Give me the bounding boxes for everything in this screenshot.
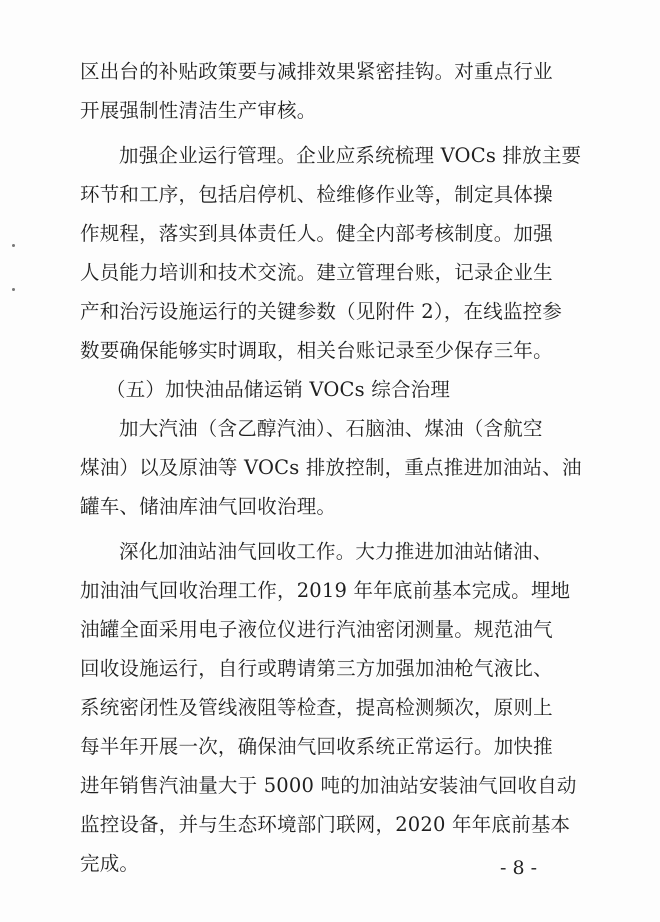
body-text-line: 回收设施运行，自行或聘请第三方加强加油枪气液比、 [80, 657, 553, 680]
section-heading: （五）加快油品储运销 VOCs 综合治理 [106, 378, 451, 401]
body-text-line: 每半年开展一次，确保油气回收系统正常运行。加快推 [80, 735, 553, 758]
body-text-line: 区出台的补贴政策要与减排效果紧密挂钩。对重点行业 [80, 60, 553, 83]
body-text-line: 加强企业运行管理。企业应系统梳理 VOCs 排放主要 [119, 144, 582, 167]
body-text-line: 人员能力培训和技术交流。建立管理台账，记录企业生 [80, 261, 553, 284]
body-text-line: 监控设备，并与生态环境部门联网，2020 年年底前基本 [80, 813, 571, 836]
body-text-line: 油罐全面采用电子液位仪进行汽油密闭测量。规范油气 [80, 618, 553, 641]
page-number: - 8 - [500, 857, 538, 879]
body-text-line: 完成。 [80, 852, 140, 875]
margin-dot [12, 288, 15, 291]
margin-dot [12, 244, 15, 247]
body-text-line: 进年销售汽油量大于 5000 吨的加油站安装油气回收自动 [80, 774, 577, 797]
body-text-line: 加大汽油（含乙醇汽油）、石脑油、煤油（含航空 [119, 417, 543, 440]
document-body [80, 52, 585, 883]
body-text-line: 深化加油站油气回收工作。大力推进加油站储油、 [119, 540, 553, 563]
body-text-line: 煤油）以及原油等 VOCs 排放控制，重点推进加油站、油 [80, 456, 582, 479]
body-text-line: 环节和工序，包括启停机、检维修作业等，制定具体操 [80, 183, 553, 206]
body-text-line: 加油油气回收治理工作，2019 年年底前基本完成。埋地 [80, 579, 571, 602]
body-text-line: 产和治污设施运行的关键参数（见附件 2），在线监控参 [80, 300, 563, 323]
body-text-line: 罐车、储油库油气回收治理。 [80, 495, 337, 518]
body-text-line: 系统密闭性及管线液阻等检查，提高检测频次，原则上 [80, 696, 553, 719]
body-text-line: 数要确保能够实时调取，相关台账记录至少保存三年。 [80, 339, 553, 362]
body-text-line: 开展强制性清洁生产审核。 [80, 99, 317, 122]
body-text-line: 作规程，落实到具体责任人。健全内部考核制度。加强 [80, 222, 553, 245]
